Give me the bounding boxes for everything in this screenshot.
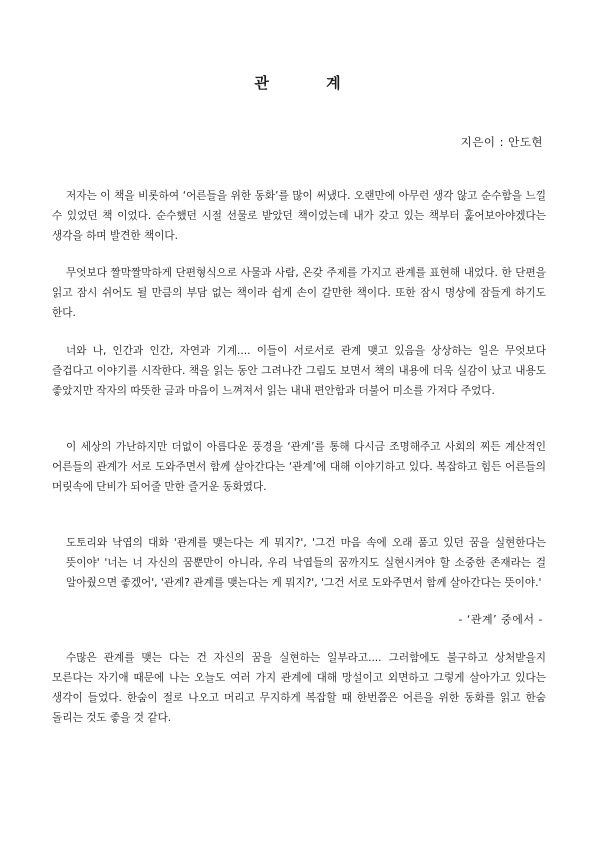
quote-block: 도토리와 낙엽의 대화 '관계를 맺는다는 게 뭐지?', '그건 마음 속에 오래 품고 있던 꿈을 실현한다는 뜻이야' '너는 너 자신의 꿈뿐만이 아니라, 우리 낙엽들의 꿈까지도 실현시켜야 할 소중한 존재라는 걸 알아줬으면 좋겠어', '관계? 관계를 맺는다는 게 뭐지?', '그건 서로 도와주면서 함께 살아간다는 뜻이야.' (66, 537, 546, 589)
author-line: 지은이 : 안도현 (460, 135, 543, 149)
closing-paragraph: 수많은 관계를 맺는 다는 건 자신의 꿈을 실현하는 일부라고.... 그러함에도 불구하고 상처받을지 모른다는 자기애 때문에 나는 오늘도 여러 가지 관계에 대해 망설이고 외면하고 그렇게 살아가고 있다는 생각이 들었다. 한숨이 절로 나오고 머리고 무지하게 복잡할 때 한번쯤은 어른을 위한 동화를 읽고 한숨 돌리는 것도 좋을 것 같다. (52, 652, 546, 724)
document-title: 관 계 (254, 74, 367, 92)
paragraph-1: 저자는 이 책을 비롯하여 ‘어른들을 위한 동화’를 많이 써냈다. 오랜만에 아무런 생각 않고 순수함을 느낄 수 있었던 책 이었다. 순수했던 시절 선물로 받았던 책이었는데 내가 갖고 있는 책부터 훑어보아야겠다는 생각을 하며 발견한 책이다. (52, 190, 546, 242)
paragraph-2: 무엇보다 짤막짤막하게 단편형식으로 사물과 사람, 온갖 주제를 가지고 관계를 표현해 내었다. 한 단편을 읽고 잠시 쉬어도 될 만큼의 부담 없는 책이라 쉽게 손이 갈만한 책이다. 또한 잠시 명상에 잠들게 하기도 한다. (52, 267, 546, 319)
paragraph-4: 이 세상의 가난하지만 더없이 아름다운 풍경을 ‘관계’를 통해 다시금 조명해주고 사회의 찌든 계산적인 어른들의 관계가 서로 도와주면서 함께 살아간다는 ‘관계’에 대해 이야기하고 있다. 복잡하고 힘든 어른들의 머릿속에 단비가 되어줄 만한 즐거운 동화였다. (52, 441, 546, 493)
quote-source: - ‘관계’ 중에서 - (458, 613, 543, 626)
paragraph-3: 너와 나, 인간과 인간, 자연과 기계.... 이들이 서로서로 관계 맺고 있음을 상상하는 일은 무엇보다 즐겁다고 이야기를 시작한다. 책을 읽는 동안 그려나간 그림도 보면서 책의 내용에 더욱 실감이 났고 내용도 좋았지만 작자의 따뜻한 글과 마음이 느껴져서 읽는 내내 편안함과 더불어 미소를 가져다 주었다. (52, 345, 546, 397)
